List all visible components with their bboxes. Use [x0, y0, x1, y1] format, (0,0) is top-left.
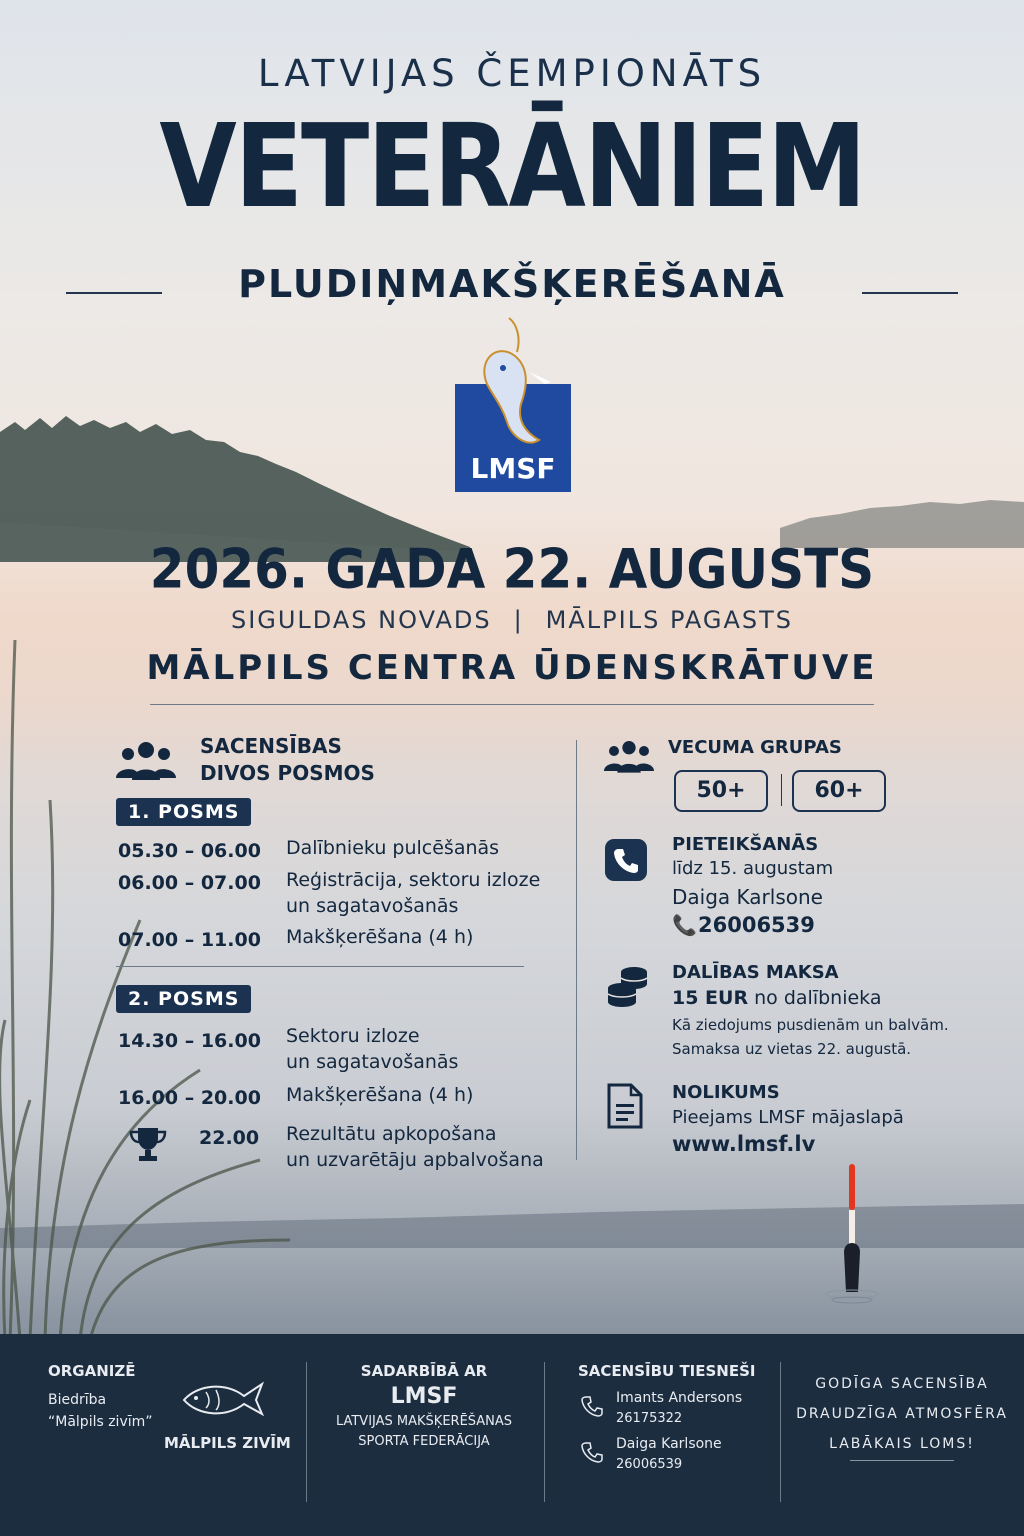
judges-heading: SACENSĪBU TIESNEŠI	[578, 1362, 756, 1380]
schedule-heading-line2: DIVOS POSMOS	[200, 761, 375, 785]
stage-divider	[116, 966, 524, 967]
phone-badge-icon	[604, 838, 648, 882]
judge1-phone: 26175322	[616, 1411, 683, 1426]
schedule-heading-line1: SACENSĪBAS	[200, 734, 342, 758]
lmsf-logo	[455, 312, 573, 492]
people-group-icon	[116, 740, 176, 780]
judge2-phone-icon	[580, 1440, 604, 1464]
stage2-desc-3a: Rezultātu apkopošana	[286, 1123, 497, 1145]
partner-brand: LMSF	[390, 1384, 458, 1409]
fee-line	[672, 987, 882, 1009]
organizer-line2: “Mālpils zivīm”	[48, 1414, 153, 1430]
phone-icon: 📞	[672, 913, 697, 937]
venue-divider	[150, 704, 874, 705]
partner-heading: SADARBĪBĀ AR	[360, 1362, 488, 1380]
stage1-time-2: 06.00 – 07.00	[118, 872, 261, 894]
fee-heading: DALĪBAS MAKSA	[672, 962, 839, 983]
event-location	[0, 606, 1024, 634]
rules-heading: NOLIKUMS	[672, 1082, 780, 1103]
age-group-separator	[781, 774, 782, 806]
slogan-underline	[850, 1460, 954, 1461]
event-date: 2026. GADA 22. AUGUSTS	[149, 537, 875, 601]
stage1-badge: 1. POSMS	[116, 798, 251, 826]
stage2-desc-2: Makšķerēšana (4 h)	[286, 1084, 474, 1106]
fishing-float-icon	[820, 1160, 880, 1320]
document-icon	[606, 1082, 644, 1130]
fee-note-2: Samaksa uz vietas 22. augustā.	[672, 1040, 912, 1058]
judge1-name: Imants Andersons	[616, 1390, 743, 1406]
fee-suffix: no dalībnieka	[754, 987, 882, 1009]
fee-amount: 15 EUR	[672, 987, 749, 1009]
stage2-badge: 2. POSMS	[116, 985, 251, 1013]
location-separator: |	[513, 606, 524, 634]
overline-title: LATVIJAS ČEMPIONĀTS	[257, 52, 767, 95]
malpils-fish-logo-icon	[176, 1374, 266, 1422]
stage2-time-3: 22.00	[199, 1127, 260, 1149]
reeds-decoration	[0, 600, 300, 1340]
region-text: SIGULDAS NOVADS	[230, 606, 492, 634]
footer-divider-2	[544, 1362, 545, 1502]
age-groups-heading: VECUMA GRUPAS	[668, 737, 842, 758]
stage2-desc-1a: Sektoru izloze	[286, 1025, 420, 1047]
footer-divider-1	[306, 1362, 307, 1502]
judge2-phone: 26006539	[616, 1457, 683, 1472]
age-group-people-icon	[604, 738, 654, 774]
stage2-time-1: 14.30 – 16.00	[118, 1030, 261, 1052]
main-title: VETERĀNIEM	[159, 99, 865, 234]
age-group-60: 60+	[792, 770, 886, 812]
stage2-desc-3b: un uzvarētāju apbalvošana	[286, 1149, 544, 1171]
judge1-phone-icon	[580, 1394, 604, 1418]
discipline-title: PLUDIŅMAKŠĶERĒŠANĀ	[238, 262, 786, 306]
stage2-desc-1b: un sagatavošanās	[286, 1051, 459, 1073]
fee-note-1: Kā ziedojums pusdienām un balvām.	[672, 1016, 949, 1034]
rules-url[interactable]: www.lmsf.lv	[672, 1132, 816, 1156]
slogan-line-3: LABĀKAIS LOMS!	[829, 1436, 975, 1452]
slogan-line-2: DRAUDZĪGA ATMOSFĒRA	[796, 1406, 1008, 1422]
coins-icon	[604, 962, 650, 1008]
judge2-name: Daiga Karlsone	[616, 1436, 722, 1452]
organizer-heading: ORGANIZĒ	[48, 1362, 136, 1380]
stage1-desc-3: Makšķerēšana (4 h)	[286, 926, 474, 948]
rules-text: Pieejams LMSF mājaslapā	[672, 1107, 904, 1128]
partner-line1: LATVIJAS MAKŠĶERĒŠANAS	[335, 1414, 513, 1429]
footer-bar	[0, 1334, 1024, 1536]
registration-heading: PIETEIKŠANĀS	[672, 834, 819, 855]
trophy-icon	[128, 1124, 168, 1164]
registration-contact: Daiga Karlsone	[672, 885, 823, 909]
slogan-line-1: GODĪGA SACENSĪBA	[815, 1376, 989, 1392]
stage1-desc-2a: Reģistrācija, sektoru izloze	[286, 869, 541, 891]
stage1-time-1: 05.30 – 06.00	[118, 840, 261, 862]
stage1-desc-2b: un sagatavošanās	[286, 895, 459, 917]
registration-phone: 26006539	[698, 913, 815, 937]
parish-text: MĀLPILS PAGASTS	[545, 606, 794, 634]
partner-line2: SPORTA FEDERĀCIJA	[358, 1434, 490, 1449]
registration-deadline: līdz 15. augustam	[672, 858, 834, 879]
stage1-time-3: 07.00 – 11.00	[118, 929, 261, 951]
lmsf-logo-text: LMSF	[470, 452, 556, 485]
organizer-line1: Biedrība	[48, 1392, 107, 1408]
venue-title: MĀLPILS CENTRA ŪDENSKRĀTUVE	[146, 648, 878, 688]
age-group-50: 50+	[674, 770, 768, 812]
organizer-brand: MĀLPILS ZIVĪM	[164, 1434, 291, 1452]
stage1-desc-1: Dalībnieku pulcēšanās	[286, 837, 500, 859]
stage2-time-2: 16.00 – 20.00	[118, 1087, 261, 1109]
column-divider	[576, 740, 577, 1160]
discipline-wrap	[0, 262, 1024, 318]
